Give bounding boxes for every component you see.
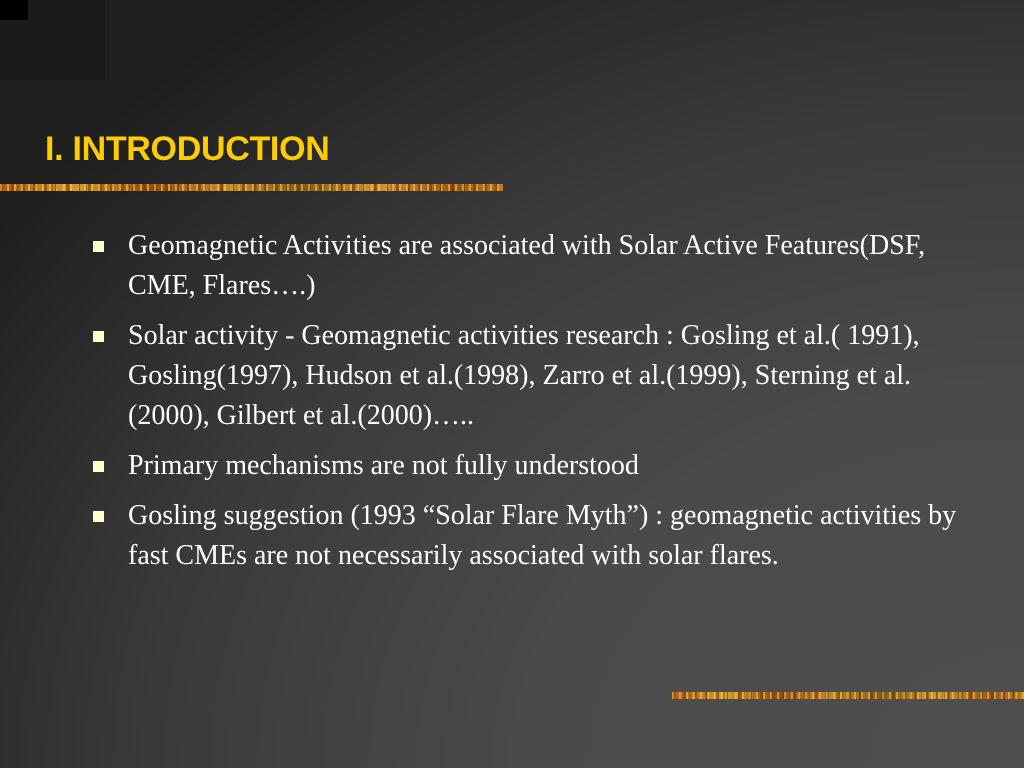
bullet-item	[90, 496, 985, 576]
square-bullet-icon	[93, 511, 104, 522]
title-underline-bar	[0, 184, 503, 191]
bullet-list	[90, 226, 985, 586]
square-bullet-icon	[93, 331, 104, 342]
bullet-item	[90, 226, 985, 306]
slide-title: I. INTRODUCTION	[45, 130, 330, 168]
bullet-text: Solar activity - Geomagnetic activities research : Gosling et al.( 1991), Gosling(1997), Hudson et al.(1998), Zarro et al.(1999), Sterning et al.(2000), Gilbert et al.(2000)…..	[128, 320, 920, 431]
bullet-item	[90, 446, 985, 486]
square-bullet-icon	[93, 461, 104, 472]
square-bullet-icon	[93, 241, 104, 252]
bullet-item	[90, 316, 985, 436]
corner-mark	[0, 0, 28, 20]
bullet-text: Gosling suggestion (1993 “Solar Flare Myth”) : geomagnetic activities by fast CMEs are not necessarily associated with solar flares.	[128, 500, 957, 571]
bullet-text: Primary mechanisms are not fully understood	[128, 450, 639, 481]
bottom-decorative-bar	[672, 692, 1024, 699]
bullet-text: Geomagnetic Activities are associated with Solar Active Features(DSF, CME, Flares….)	[128, 230, 926, 301]
